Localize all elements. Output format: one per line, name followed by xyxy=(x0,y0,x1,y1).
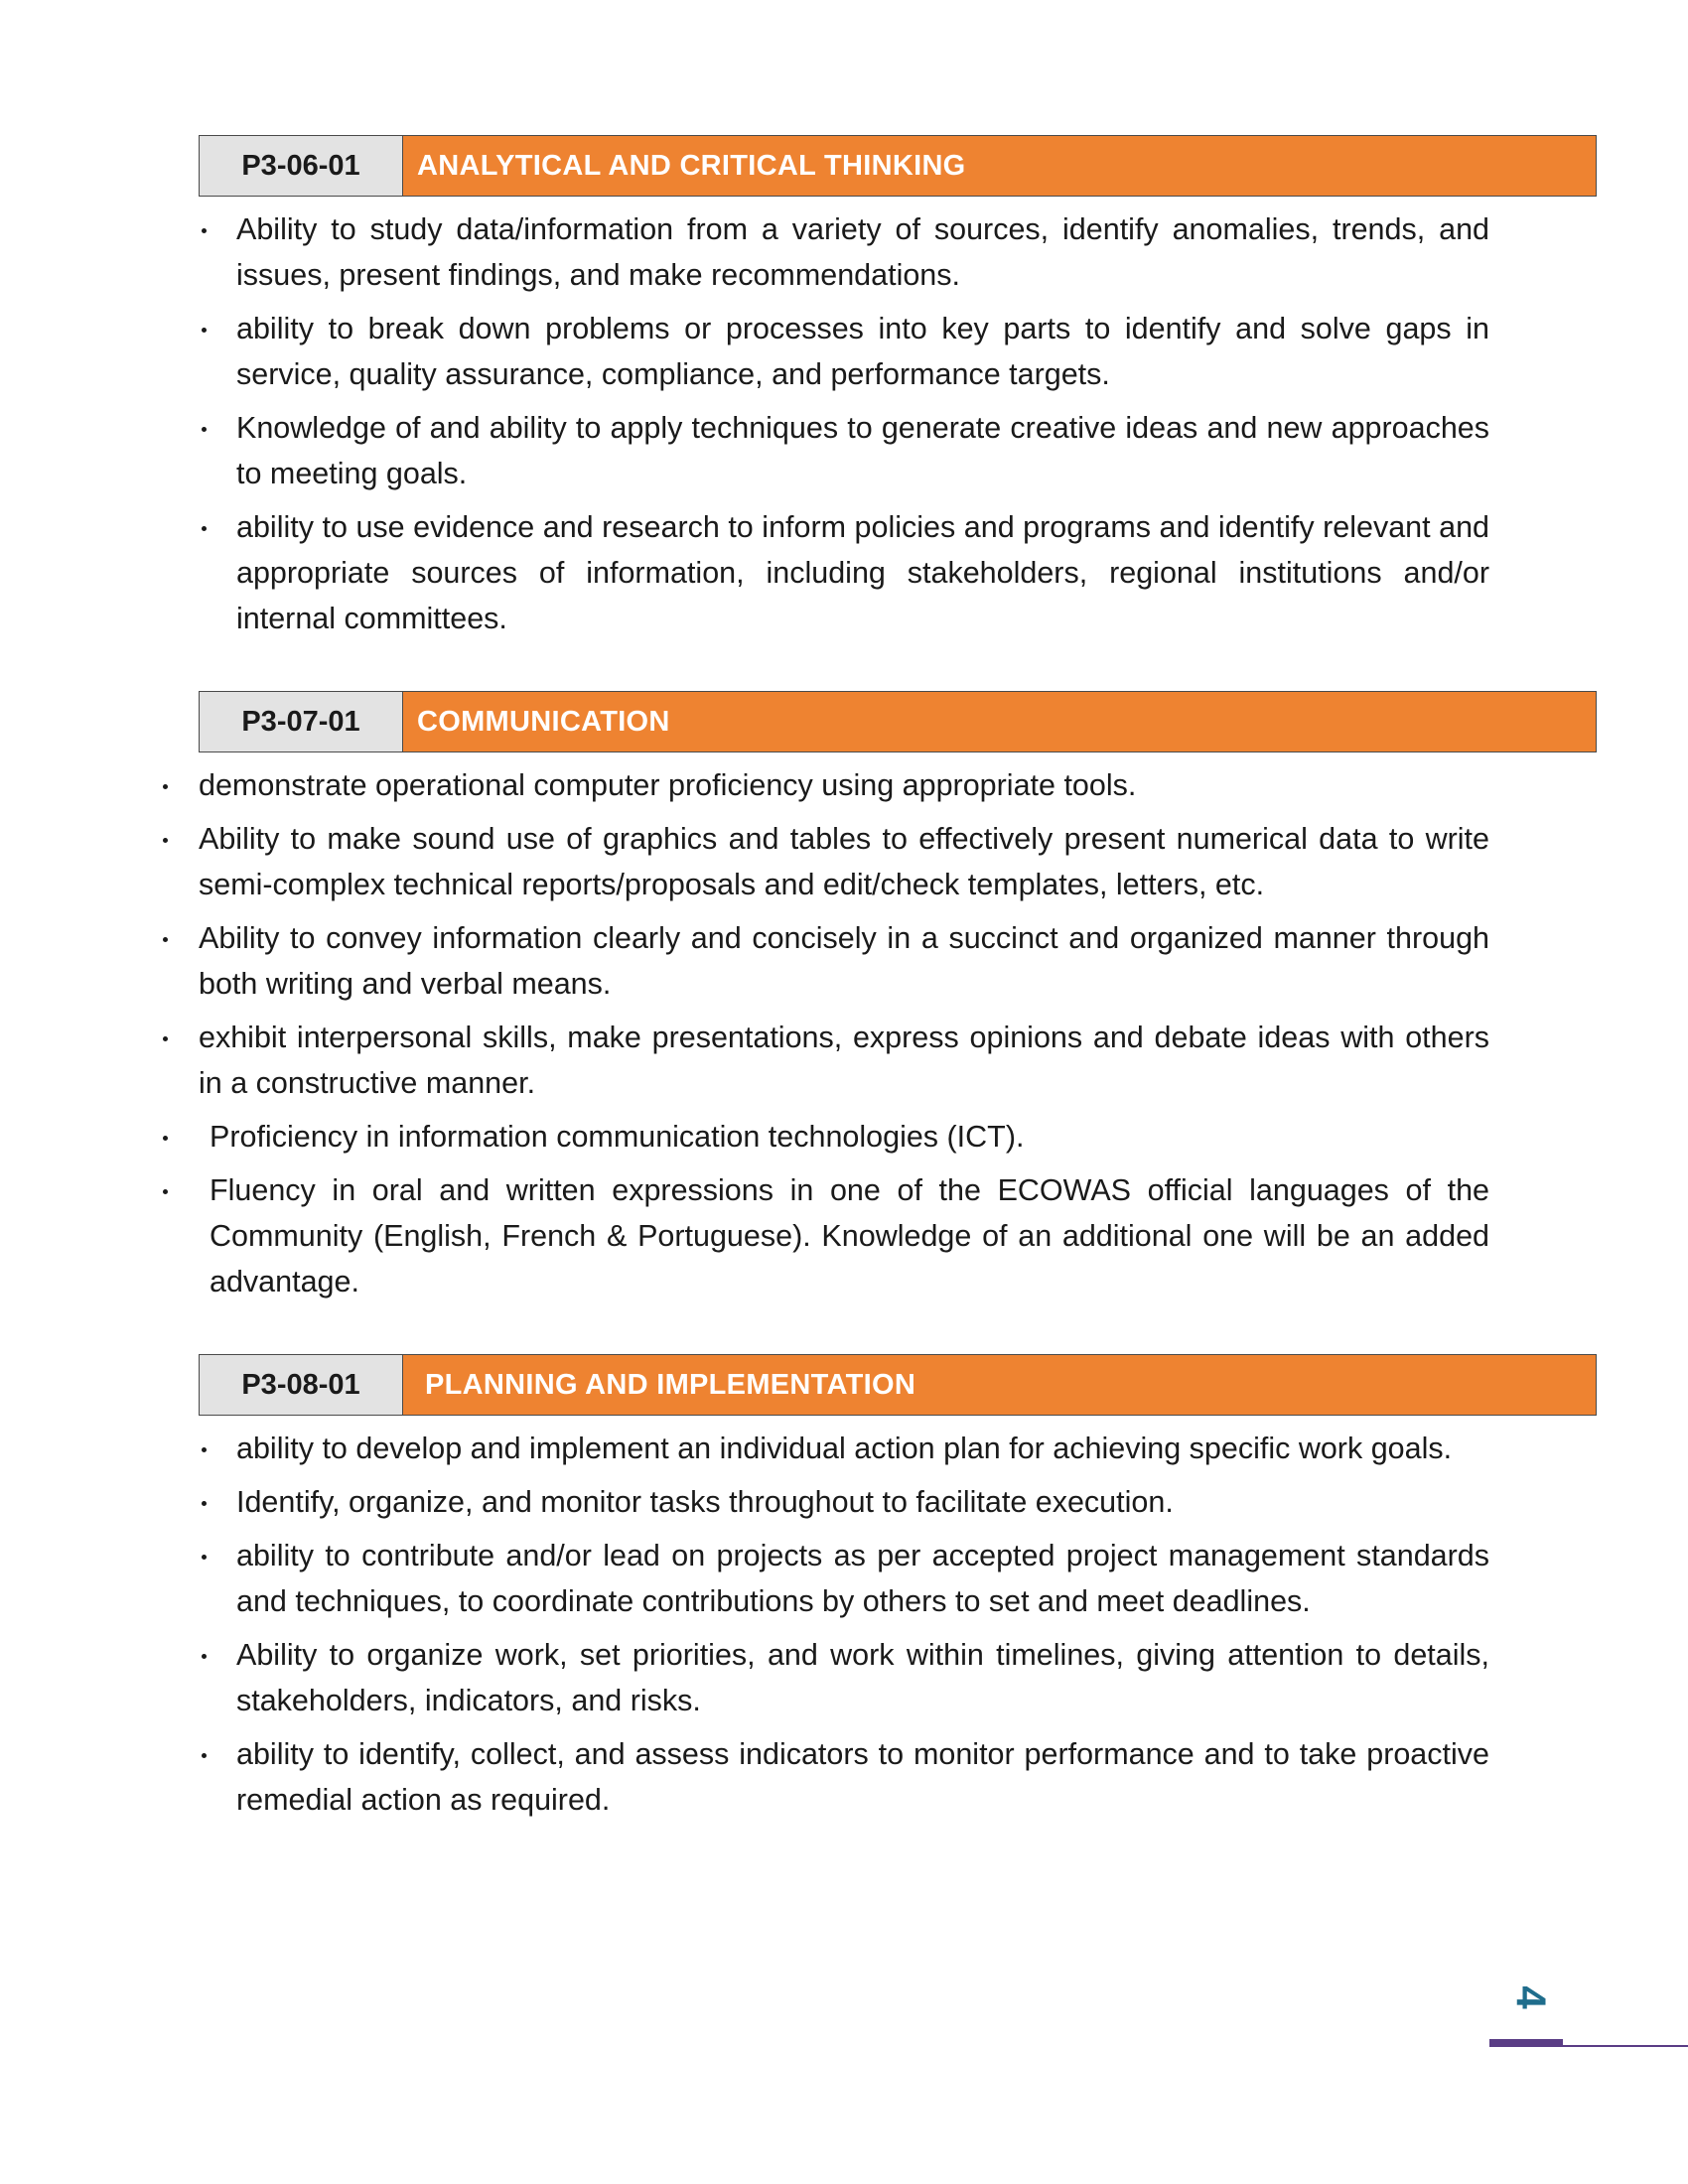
page-number xyxy=(1507,1976,1555,2019)
page-number-text: 4 xyxy=(1507,1985,1555,2009)
section-title: COMMUNICATION xyxy=(403,692,1596,751)
bullet-list-planning xyxy=(236,1426,1489,1831)
list-item: ability to break down problems or processes into key parts to identify and solve gaps in service, quality assurance, compliance, and performance targets. xyxy=(236,306,1489,397)
list-item: Knowledge of and ability to apply techniques to generate creative ideas and new approaches to meeting goals. xyxy=(236,405,1489,496)
section-header-communication xyxy=(199,691,1597,752)
list-item: Ability to make sound use of graphics and tables to effectively present numerical data to write semi-complex technical reports/proposals and edit/check templates, letters, etc. xyxy=(199,816,1489,907)
section-code: P3-08-01 xyxy=(200,1355,403,1415)
list-item: Fluency in oral and written expressions in one of the ECOWAS official languages of the Community (English, French & Portuguese). Knowledge of an additional one will be an added advantage. xyxy=(199,1167,1489,1304)
page-rule xyxy=(1489,2045,1688,2047)
list-item: ability to develop and implement an individual action plan for achieving specific work goals. xyxy=(236,1426,1489,1471)
list-item: ability to contribute and/or lead on projects as per accepted project management standards and techniques, to coordinate contributions by others to set and meet deadlines. xyxy=(236,1533,1489,1624)
list-item: Ability to convey information clearly and concisely in a succinct and organized manner through both writing and verbal means. xyxy=(199,915,1489,1007)
list-item: Identify, organize, and monitor tasks throughout to facilitate execution. xyxy=(236,1479,1489,1525)
bullet-list-communication xyxy=(199,762,1489,1312)
section-title: PLANNING AND IMPLEMENTATION xyxy=(403,1355,1596,1415)
section-header-planning xyxy=(199,1354,1597,1416)
list-item: exhibit interpersonal skills, make presentations, express opinions and debate ideas with others in a constructive manner. xyxy=(199,1015,1489,1106)
list-item: Ability to study data/information from a variety of sources, identify anomalies, trends, and issues, present findings, and make recommendations. xyxy=(236,206,1489,298)
section-code: P3-06-01 xyxy=(200,136,403,196)
list-item: demonstrate operational computer proficiency using appropriate tools. xyxy=(199,762,1489,808)
section-code: P3-07-01 xyxy=(200,692,403,751)
list-item: Ability to organize work, set priorities, and work within timelines, giving attention to details, stakeholders, indicators, and risks. xyxy=(236,1632,1489,1723)
section-header-analytical xyxy=(199,135,1597,197)
list-item: ability to identify, collect, and assess indicators to monitor performance and to take proactive remedial action as required. xyxy=(236,1731,1489,1823)
bullet-list-analytical xyxy=(236,206,1489,649)
list-item: ability to use evidence and research to inform policies and programs and identify relevant and appropriate sources of information, including stakeholders, regional institutions and/or internal committees. xyxy=(236,504,1489,641)
list-item: Proficiency in information communication technologies (ICT). xyxy=(199,1114,1489,1160)
section-title: ANALYTICAL AND CRITICAL THINKING xyxy=(403,136,1596,196)
